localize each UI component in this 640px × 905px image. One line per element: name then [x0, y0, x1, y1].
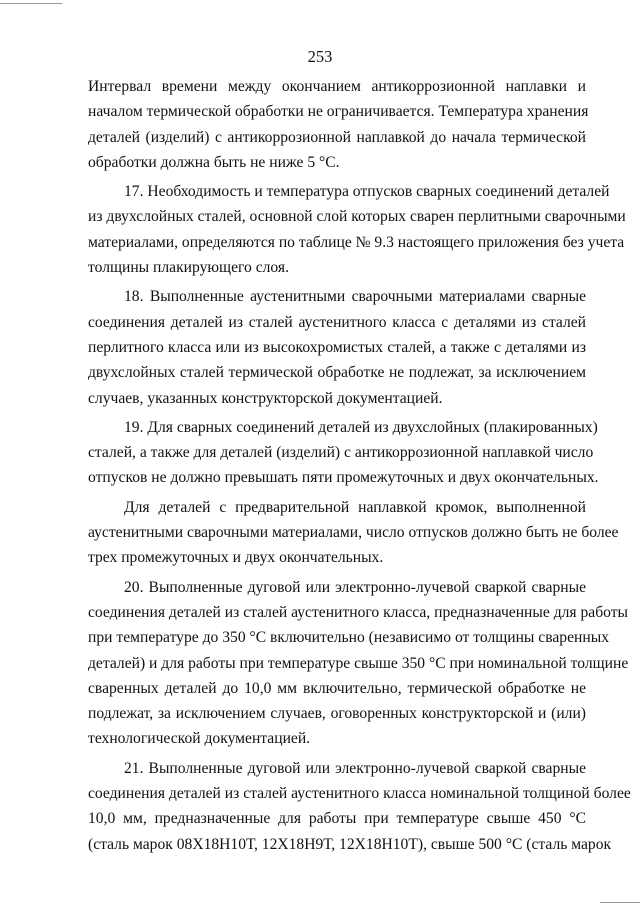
- text-line: 10,0 мм, предназначенные для работы при температуре свыше 450 °С: [88, 810, 586, 828]
- text-line: из двухслойных сталей, основной слой которых сварен перлитными сварочными: [88, 208, 626, 226]
- text-line: перлитного класса или из высокохромистых сталей, а также с деталями из: [88, 338, 586, 356]
- text-line: 18. Выполненные аустенитными сварочными материалами сварные: [124, 288, 586, 306]
- text-line: толщины плакирующего слоя.: [88, 259, 289, 277]
- text-line: обработки должна быть не ниже 5 °С.: [88, 153, 340, 171]
- text-line: 21. Выполненные дуговой или электронно-лучевой сваркой сварные: [124, 759, 586, 777]
- text-line: 19. Для сварных соединений деталей из двухслойных (плакированных): [124, 418, 598, 436]
- text-line: соединения деталей из сталей аустенитного класса, предназначенные для работы: [88, 603, 629, 621]
- paragraph: [88, 575, 629, 752]
- text-line: подлежат, за исключением случаев, оговоренных конструкторской и (или): [88, 705, 586, 723]
- text-line: соединения деталей из сталей аустенитного класса номинальной толщиной более: [88, 785, 631, 803]
- paragraph: [88, 415, 599, 491]
- document-body: [88, 74, 631, 861]
- text-line: 17. Необходимость и температура отпусков сварных соединений деталей: [124, 183, 610, 201]
- text-line: соединения деталей из сталей аустенитного класса с деталями из сталей: [88, 313, 586, 331]
- text-line: двухслойных сталей термической обработке не подлежат, за исключением: [88, 364, 586, 382]
- text-line: деталей) и для работы при температуре свыше 350 °С при номинальной толщине: [88, 654, 629, 672]
- text-line: аустенитными сварочными материалами, число отпусков должно быть не более: [88, 524, 619, 542]
- text-line: началом термической обработки не ограничивается. Температура хранения: [88, 103, 589, 121]
- text-line: отпусков не должно превышать пяти промежуточных и двух окончательных.: [88, 469, 599, 487]
- scan-edge-mark-bottom: [600, 902, 640, 903]
- text-line: Для деталей с предварительной наплавкой кромок, выполненной: [124, 498, 586, 516]
- text-line: материалами, определяются по таблице № 9.3 настоящего приложения без учета: [88, 233, 625, 251]
- text-line: технологической документацией.: [88, 730, 311, 748]
- paragraph: [88, 179, 626, 280]
- text-line: Интервал времени между окончанием антикоррозионной наплавки и: [88, 78, 586, 95]
- paragraph: [88, 284, 586, 410]
- text-line: сталей, а также для деталей (изделий) с антикоррозионной наплавкой число: [88, 444, 594, 462]
- paragraph: [88, 756, 631, 857]
- paragraph: [88, 495, 619, 571]
- page-number: 253: [307, 47, 333, 66]
- text-line: (сталь марок 08Х18Н10Т, 12Х18Н9Т, 12Х18Н10Т), свыше 500 °С (сталь марок: [88, 835, 612, 853]
- text-line: деталей (изделий) с антикоррозионной наплавкой до начала термической: [88, 128, 586, 146]
- text-line: случаев, указанных конструкторской документацией.: [88, 389, 443, 407]
- scan-edge-mark-top: [0, 3, 62, 4]
- text-line: 20. Выполненные дуговой или электронно-лучевой сваркой сварные: [124, 578, 586, 596]
- text-line: сваренных деталей до 10,0 мм включительно, термической обработке не: [88, 679, 586, 697]
- text-line: при температуре до 350 °С включительно (независимо от толщины сваренных: [88, 629, 609, 647]
- text-line: трех промежуточных и двух окончательных.: [88, 549, 384, 567]
- paragraph: [88, 74, 589, 175]
